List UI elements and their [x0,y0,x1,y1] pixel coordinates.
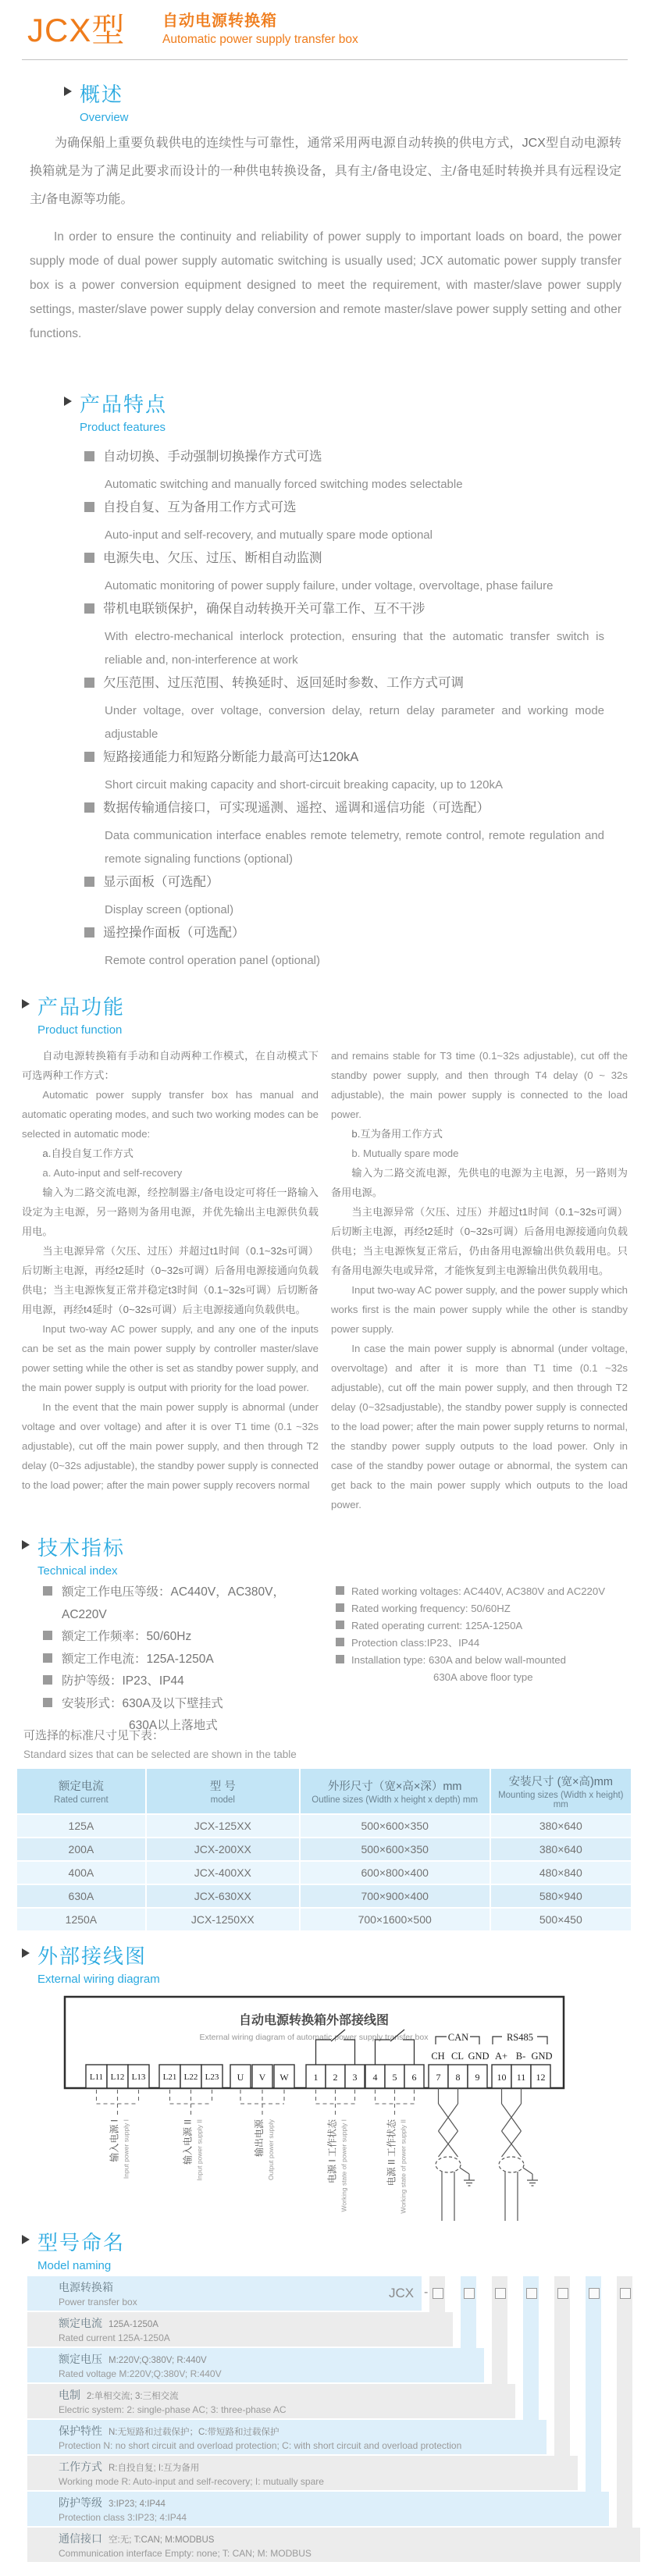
section-wiring-heading [22,1941,160,1986]
list-item [84,873,623,922]
function-paragraph: 当主电源异常（欠压、过压）并超过t1时间（0.1~32s可调）后切断主电源，再经t2延时（0~32s可调）后备用电源接通向负载供电；当主电源恢复正常后，仍由备用电源输出供负载用电。只有备用电源失电或异常，才能恢复到主电源输出供负载用电。 [331,1206,628,1276]
pin-label: A+ [494,2051,508,2062]
section-arrow-icon [64,397,72,406]
function-column-left [22,1046,319,1495]
square-bullet-icon [43,1653,52,1663]
model-prefix: JCX [389,2286,415,2300]
ladder-row: 工作方式 R:自投自复; I:互为备用 Working mode R: Auto-input and self-recovery; I: mutually spare [27,2456,578,2490]
square-bullet-icon [84,877,94,887]
col-header: 额定电流 Rated current [17,1769,145,1813]
list-item-continued: 630A以上落地式 [129,1719,218,1732]
col-header: 型 号 model [147,1769,299,1813]
svg-text:W: W [279,2072,289,2083]
square-bullet-icon [43,1698,52,1707]
naming-heading-zh: 型号命名 [37,2231,126,2254]
rs485-bus-label: RS485 [506,2032,534,2043]
square-bullet-icon [84,603,94,614]
wire-label-en: Working state of power supply I [340,2119,348,2212]
twisted-pair-rs485 [499,2088,538,2221]
sizes-table [16,1767,632,1932]
model-naming-ladder [0,2276,648,2567]
svg-text:2: 2 [333,2072,338,2083]
square-bullet-icon [336,1638,344,1646]
diagram-title-en: External wiring diagram of automatic power supply transfer box [199,2033,429,2042]
model-code-box [464,2288,475,2299]
model-code-box [589,2288,600,2299]
list-item: 额定工作电流：125A-1250A [43,1649,324,1671]
section-naming-heading [22,2227,125,2272]
model-code-box [433,2288,443,2299]
ladder-row: 保护特性 N:无短路和过载保护；C:带短路和过载保护 Protection N: no short circuit and overload protection; C: with short circuit and overload protection [27,2420,547,2454]
ladder-row: 通信接口 空:无; T:CAN; M:MODBUS Communication interface Empty: none; T: CAN; M: MODBUS [27,2528,640,2562]
table-header-row [17,1769,631,1813]
list-item: Rated working frequency: 50/60HZ [336,1600,632,1617]
list-item [84,799,623,871]
section-overview-heading [64,79,129,124]
table-row: 630A JCX-630XX 700×900×400 580×940 [17,1885,631,1907]
col-header: 外形尺寸（宽×高×深）mm Outline sizes (Width x height x depth) mm [301,1769,490,1813]
square-bullet-icon [43,1675,52,1685]
feature-zh: 遥控操作面板（可选配） [103,926,245,940]
table-row: 400A JCX-400XX 600×800×400 480×840 [17,1862,631,1884]
features-heading-en: Product features [80,421,166,434]
ground-icon [523,2168,538,2186]
svg-text:7: 7 [436,2072,441,2083]
svg-text:L22: L22 [183,2073,198,2082]
list-item [84,499,623,547]
list-item: 额定工作电压等级：AC440V，AC380V，AC220V [43,1582,324,1626]
ground-icon [460,2168,475,2186]
list-item [84,924,623,973]
wire-label-zh: 电源 I 工作状态 [326,2119,338,2184]
table-row: 1250A JCX-1250XX 700×1600×500 500×450 [17,1909,631,1930]
header-divider [22,59,628,60]
square-bullet-icon [84,502,94,512]
svg-text:9: 9 [475,2072,480,2083]
feature-zh: 自动切换、手动强制切换操作方式可选 [103,450,322,464]
function-paragraph: and remains stable for T3 time (0.1~32s adjustable), cut off the standby power supply, and then through T4 delay (0 ~ 32s adjustable), the main power supply is connected to the load power. [331,1050,628,1120]
feature-zh: 数据传输通信接口，可实现遥测、遥控、遥调和遥信功能（可选配） [103,801,490,815]
page-title: JCX型 [27,12,126,48]
function-paragraph: Input two-way AC power supply, and any one of the inputs can be set as the main power supply by controller master/slave power setting while the other is set as standby power supply, and the main power supply is output with priority for the load power. [22,1323,319,1393]
function-paragraph: b. Mutually spare mode [351,1147,459,1159]
svg-text:L12: L12 [110,2073,125,2082]
section-features-heading [64,389,167,434]
function-paragraph: Input two-way AC power supply, and the power supply which works first is the main power supply while the other is standby power supply. [331,1284,628,1335]
col-header: 安装尺寸 (宽×高)mm Mounting sizes (Width x height) mm [491,1769,631,1813]
list-item [84,550,623,598]
pin-label: GND [531,2051,553,2062]
section-arrow-icon [22,999,30,1009]
naming-heading-en: Model naming [37,2259,112,2272]
page-header [27,5,125,52]
wiring-heading-zh: 外部接线图 [37,1944,148,1968]
technical-heading-en: Technical index [37,1564,118,1578]
list-item: 防护等级：IP23、IP44 [43,1670,324,1693]
pin-label: CH [431,2051,445,2062]
model-code-box [620,2288,631,2299]
function-paragraph: Automatic power supply transfer box has manual and automatic operating modes, and such two working modes can be selected in automatic mode: [22,1089,319,1140]
square-bullet-icon [336,1586,344,1595]
square-bullet-icon [336,1621,344,1629]
pin-label: CL [451,2051,464,2062]
square-bullet-icon [84,752,94,762]
function-heading-en: Product function [37,1023,123,1037]
function-paragraph: a.自投自复工作方式 [42,1147,134,1159]
svg-text:4: 4 [372,2072,378,2083]
ladder-row: 额定电流 125A-1250A Rated current 125A-1250A [27,2312,453,2347]
list-item [84,674,623,746]
function-paragraph: 输入为二路交流电源，先供电的电源为主电源，另一路则为备用电源。 [331,1167,628,1198]
feature-zh: 欠压范围、过压范围、转换延时、返回延时参数、工作方式可调 [103,676,464,690]
features-heading-zh: 产品特点 [80,393,168,416]
list-item [84,749,623,797]
function-column-right [331,1046,628,1514]
list-item [84,448,623,496]
feature-en: Automatic monitoring of power supply failure, under voltage, overvoltage, phase failure [105,579,554,592]
feature-zh: 电源失电、欠压、过压、断相自动监测 [103,551,322,565]
wire-group-labels [109,2119,408,2214]
sizes-note-zh: 可选择的标准尺寸见下表： [23,1729,165,1742]
section-arrow-icon [22,1948,30,1958]
svg-text:L21: L21 [162,2073,177,2082]
table-row: 200A JCX-200XX 500×600×350 380×640 [17,1838,631,1860]
svg-text:8: 8 [455,2072,461,2083]
ladder-strip [554,2276,570,2457]
group-brackets [97,2090,415,2115]
list-item: 额定工作频率：50/60Hz [43,1626,324,1649]
overview-paragraph-zh: 为确保船上重要负载供电的连续性与可靠性，通常采用两电源自动转换的供电方式，JCX型自动电源转换箱就是为了满足此要求而设计的一种供电转换设备，具有主/备电设定、主/备电延时转换并具有远程设定主/备电源等功能。 [30,137,621,206]
wire-label-zh: 电源 II 工作状态 [386,2119,397,2186]
feature-en: Automatic switching and manually forced switching modes selectable [105,478,463,491]
list-item: Installation type: 630A and below wall-mounted [336,1652,632,1669]
wiring-diagram [0,1987,648,2252]
svg-text:11: 11 [516,2072,526,2083]
wire-label-zh: 输入电源 I [109,2119,120,2162]
technical-list-right [336,1583,632,1686]
list-item: Protection class:IP23、IP44 [336,1635,632,1652]
twisted-pair-can [436,2088,475,2221]
list-item: Rated working voltages: AC440V, AC380V and AC220V [336,1583,632,1600]
svg-text:10: 10 [497,2072,507,2083]
wire-label-en: Input power supply II [195,2119,204,2181]
wiring-heading-en: External wiring diagram [37,1973,160,1986]
wire-label-en: Input power supply I [122,2119,130,2179]
sizes-note-en: Standard sizes that can be selected are shown in the table [23,1749,297,1760]
page-subtitle [162,8,600,47]
square-bullet-icon [84,802,94,813]
feature-en: With electro-mechanical interlock protection, ensuring that the automatic transfer switch is reliable and, non-interference at work [105,630,604,667]
list-item: Rated operating current: 125A-1250A [336,1617,632,1635]
technical-heading-zh: 技术指标 [37,1536,126,1560]
section-function-heading [22,991,125,1037]
svg-text:U: U [237,2072,244,2083]
pin-label: B- [515,2051,526,2062]
feature-en: Under voltage, over voltage, conversion delay, return delay parameter and working mode adjustable [105,704,604,741]
feature-zh: 短路接通能力和短路分断能力最高可达120kA [103,750,359,764]
wire-label-zh: 输出电源 [254,2119,265,2158]
ladder-row: 电制 2:单相交流; 3:三相交流 Electric system: 2: single-phase AC; 3: three-phase AC [27,2384,515,2418]
square-bullet-icon [84,553,94,563]
section-technical-heading [22,1532,125,1578]
diagram-title-zh: 自动电源转换箱外部接线图 [238,2014,390,2027]
shield-icon [436,2157,461,2172]
model-code-box [495,2288,506,2299]
svg-text:3: 3 [352,2072,358,2083]
feature-en: Auto-input and self-recovery, and mutually spare mode optional [105,528,433,542]
square-bullet-icon [84,678,94,688]
feature-zh: 显示面板（可选配） [103,875,219,889]
model-dash: - [424,2286,429,2299]
model-code-box [557,2288,568,2299]
page-subtitle-en: Automatic power supply transfer box [162,33,358,46]
svg-text:5: 5 [392,2072,397,2083]
svg-text:L23: L23 [205,2073,219,2082]
table-row: 125A JCX-125XX 500×600×350 380×640 [17,1815,631,1837]
square-bullet-icon [336,1655,344,1663]
feature-zh: 自投自复、互为备用工作方式可选 [103,500,297,514]
function-paragraph: 当主电源异常（欠压、过压）并超过t1时间（0.1~32s可调）后切断主电源，再经t2延时（0~32s可调）后备用电源接通向负载供电；当主电源恢复正常并稳定t3时间（0.1~32s可调）后切断备用电源，再经t4延时（0~32s可调）后主电源接通向负载供电。 [22,1245,319,1315]
svg-text:L11: L11 [89,2073,104,2082]
function-paragraph: 自动电源转换箱有手动和自动两种工作模式，在自动模式下可选两种工作方式： [22,1050,319,1081]
list-item: 安装形式：630A及以下壁挂式 [43,1693,324,1716]
overview-heading-en: Overview [80,111,129,124]
page-subtitle-zh: 自动电源转换箱 [162,12,277,30]
ladder-row: 防护等级 3:IP23; 4:IP44 Protection class 3:IP23; 4:IP44 [27,2492,609,2526]
section-arrow-icon [64,87,72,96]
wire-label-zh: 输入电源 II [182,2119,194,2165]
function-paragraph: b.互为备用工作方式 [351,1128,443,1140]
function-paragraph: 输入为二路交流电源，经控制器主/备电设定可将任一路输入设定为主电源，另一路则为备用电源，并优先输出主电源供负载用电。 [22,1187,319,1237]
ladder-strip [617,2276,632,2529]
function-heading-zh: 产品功能 [37,995,126,1019]
svg-text:V: V [258,2072,266,2083]
square-bullet-icon [43,1586,52,1596]
square-bullet-icon [84,451,94,461]
square-bullet-icon [43,1631,52,1640]
technical-list-left [43,1582,324,1738]
overview-paragraph-en: In order to ensure the continuity and reliability of power supply to important loads on board, the power supply mode of dual power supply automatic switching is usually used; JCX automatic power supply transfer box is a power conversion equipment designed to meet the requirement, with master/slave power supply settings, master/slave power supply delay conversion and remote master/slave power supply setting and other functions. [30,230,621,340]
feature-en: Display screen (optional) [105,903,234,916]
function-paragraph: In case the main power supply is abnormal (under voltage, overvoltage) and after it is more than T1 time (0.1 ~32s adjustable), cut off the main power supply, and then through T2 delay (0~32sadjustable), the standby power supply is connected to the load power; after the main power supply returns to normal, the standby power supply outputs to the load power. Only in case of the standby power outage or abnormal, the system can get back to the main power supply which outputs to the load power. [331,1343,628,1510]
list-item [84,600,623,672]
feature-en: Data communication interface enables remote telemetry, remote control, remote regulation and remote signaling functions (optional) [105,829,604,866]
section-arrow-icon [22,2235,30,2244]
wire-label-en: Output power supply [267,2119,275,2180]
shield-icon [499,2157,524,2172]
overview-heading-zh: 概述 [80,83,124,106]
can-bus-label: CAN [447,2032,469,2043]
ladder-strip [586,2276,601,2493]
square-bullet-icon [336,1603,344,1612]
list-item-continued: 630A above floor type [433,1671,533,1683]
pin-label: GND [468,2051,490,2062]
ladder-row: 额定电压 M:220V;Q:380V; R:440V Rated voltage M:220V;Q:380V; R:440V [27,2348,484,2382]
feature-en: Short circuit making capacity and short-circuit breaking capacity, up to 120kA [105,778,503,792]
svg-text:6: 6 [411,2072,417,2083]
svg-text:1: 1 [313,2072,319,2083]
features-list [84,448,623,975]
square-bullet-icon [84,927,94,938]
feature-zh: 带机电联锁保护，确保自动转换开关可靠工作、互不干涉 [103,602,425,616]
feature-en: Remote control operation panel (optional) [105,954,320,967]
function-paragraph: a. Auto-input and self-recovery [42,1167,183,1179]
wire-label-en: Working state of power supply II [399,2119,408,2214]
ladder-row: 电源转换箱 Power transfer box [27,2276,422,2311]
function-paragraph: In the event that the main power supply is abnormal (under voltage and over voltage) and after it is over T1 time (0.1 ~32s adjustable), cut off the main power supply, and then through T2 delay (0~32s adjustable), the standby power supply is connected to the load power; after the main power supply recovers normal [22,1401,319,1491]
svg-text:L13: L13 [131,2073,146,2082]
model-code-box [526,2288,537,2299]
section-arrow-icon [22,1540,30,1550]
svg-text:12: 12 [536,2072,546,2083]
